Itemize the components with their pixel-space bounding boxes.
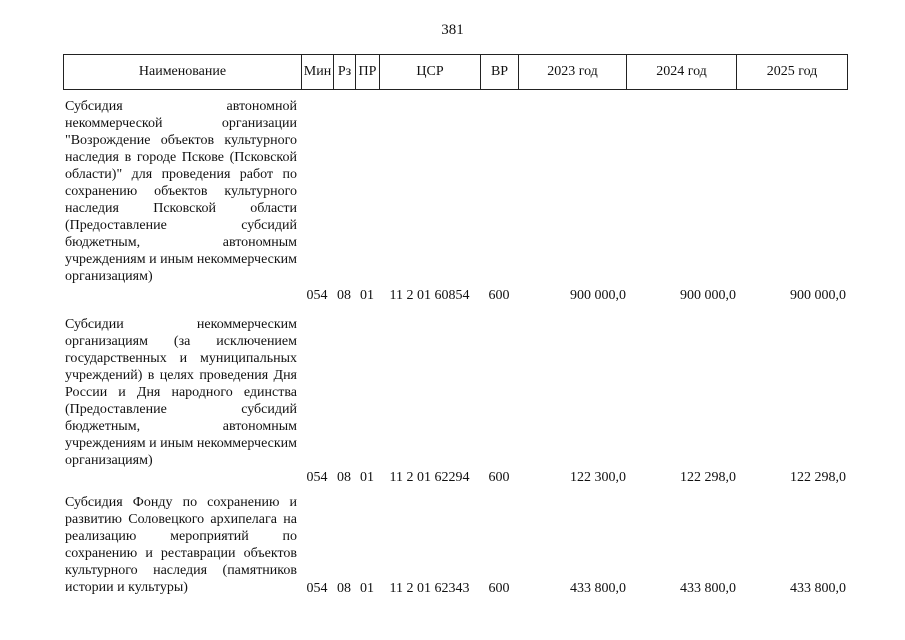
row-csr: 11 2 01 62343	[389, 581, 470, 596]
row-vr: 600	[488, 470, 510, 485]
row-name: Субсидия автономной некоммерческой организации "Возрождение объектов культурного наследия в городе Пскове (Псковской области)" для проведения работ по сохранению объектов культурного наследия Псковской области (Предоставление субсидий бюджетным, автономным учреждениям и иным некоммерческим организациям)	[65, 99, 297, 284]
row-2023: 900 000,0	[570, 288, 626, 303]
row-vr: 600	[488, 288, 510, 303]
row-2025: 900 000,0	[790, 288, 846, 303]
row-2023: 122 300,0	[570, 470, 626, 485]
header-pr: ПР	[356, 55, 380, 90]
row-2025: 433 800,0	[790, 581, 846, 596]
header-csr: ЦСР	[380, 55, 481, 90]
row-2024: 122 298,0	[680, 470, 736, 485]
header-name: Наименование	[64, 55, 302, 90]
row-pr: 01	[360, 581, 374, 596]
table-row	[63, 98, 847, 304]
row-csr: 11 2 01 60854	[389, 288, 470, 303]
table-header	[63, 54, 848, 90]
row-min: 054	[306, 470, 328, 485]
row-2024: 900 000,0	[680, 288, 736, 303]
row-2024: 433 800,0	[680, 581, 736, 596]
row-2025: 122 298,0	[790, 470, 846, 485]
row-pr: 01	[360, 470, 374, 485]
row-name: Субсидия Фонду по сохранению и развитию Соловецкого архипелага на реализацию мероприятий по сохранению и реставрации объектов культурного наследия (памятников истории и культуры)	[65, 495, 297, 595]
page-number: 381	[441, 22, 464, 38]
header-min: Мин	[302, 55, 334, 90]
table-row	[63, 316, 847, 486]
row-2023: 433 800,0	[570, 581, 626, 596]
header-2023: 2023 год	[519, 55, 627, 90]
row-min: 054	[306, 581, 328, 596]
row-name: Субсидии некоммерческим организациям (за исключением государственных и муниципальных учреждений) в целях проведения Дня России и Дня народного единства (Предоставление субсидий бюджетным, автономным учреждениям и иным некоммерческим организациям)	[65, 317, 297, 468]
header-vr: ВР	[481, 55, 519, 90]
row-vr: 600	[488, 581, 510, 596]
row-rz: 08	[337, 288, 351, 303]
row-csr: 11 2 01 62294	[389, 470, 470, 485]
header-2025: 2025 год	[737, 55, 848, 90]
header-rz: Рз	[334, 55, 356, 90]
row-rz: 08	[337, 581, 351, 596]
row-rz: 08	[337, 470, 351, 485]
row-min: 054	[306, 288, 328, 303]
table-row	[63, 494, 847, 597]
row-pr: 01	[360, 288, 374, 303]
header-2024: 2024 год	[627, 55, 737, 90]
